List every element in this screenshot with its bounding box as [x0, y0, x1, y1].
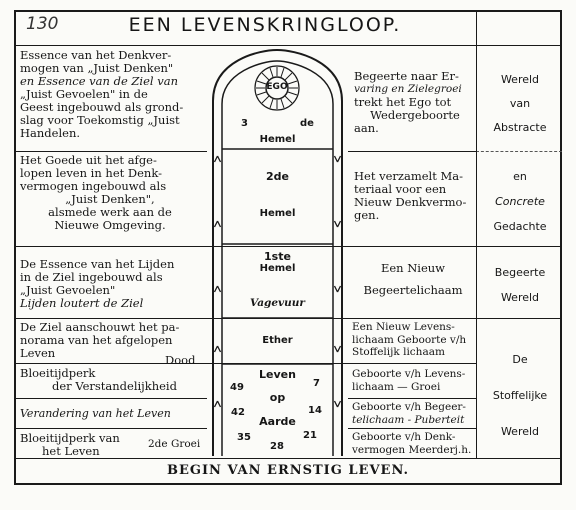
right-row-1-line: trekt het Ego tot [354, 95, 452, 109]
right-row-7-line: Geboorte v/h Denk- [352, 431, 456, 443]
right-row-3-line: Een Nieuw [380, 261, 446, 275]
row-divider [348, 151, 476, 152]
world-physical [478, 342, 562, 450]
heaven-2-number: 2de [266, 170, 289, 183]
row-divider [348, 398, 476, 399]
left-row-2-line: „Juist Denken", [65, 192, 155, 206]
left-row-2-line: Nieuwe Omgeving. [54, 218, 166, 232]
right-row-1 [354, 70, 476, 135]
left-row-1-line: Essence van het Denkver- [20, 48, 172, 62]
left-row-4-line: norama van het afgelopen [20, 333, 173, 347]
left-row-6: Verandering van het Leven [20, 407, 171, 420]
age-49: 49 [230, 382, 244, 393]
left-row-2 [20, 154, 200, 232]
left-row-7-line: Bloeitijdperk van [20, 431, 120, 445]
right-row-1-line: Begeerte naar Er- [354, 69, 459, 83]
footer-divider [14, 458, 562, 459]
left-row-5-line: Bloeitijdperk [20, 366, 96, 380]
left-row-3-line: in de Ziel ingebouwd als [20, 270, 163, 284]
life-label: Leven [259, 368, 296, 381]
heaven-3-number: 3 [241, 118, 248, 129]
right-row-6 [352, 401, 476, 426]
right-row-2-line: teriaal voor een [354, 182, 447, 196]
heaven-1-label: Hemel [259, 263, 296, 274]
left-row-7 [20, 432, 150, 458]
world-label: Abstracte [493, 121, 547, 134]
left-row-1-line: Handelen. [20, 126, 81, 140]
right-row-5-line: lichaam — Groei [352, 380, 441, 393]
world-label: Wereld [500, 291, 540, 304]
row-divider [14, 398, 207, 399]
row-divider [14, 428, 207, 429]
heaven-1-number: 1ste [264, 250, 291, 263]
right-row-2 [354, 170, 474, 222]
left-row-1-line: „Juist Gevoelen" in de [20, 87, 148, 101]
right-row-2-line: Het verzamelt Ma- [354, 169, 464, 183]
world-label: Wereld [500, 425, 540, 438]
left-row-4-line: De Ziel aanschouwt het pa- [20, 320, 180, 334]
age-42: 42 [231, 407, 245, 418]
world-label: Wereld [500, 73, 540, 86]
left-row-2-line: lopen leven in het Denk- [20, 166, 162, 180]
left-row-1-line: mogen van „Juist Denken" [20, 61, 174, 75]
left-row-5 [20, 367, 210, 393]
right-row-3-line: Begeertelichaam [363, 283, 463, 297]
left-row-1-line: slag voor Toekomstig „Juist [20, 113, 180, 127]
right-row-4 [352, 321, 476, 359]
left-row-1-line: en Essence van de Ziel van [20, 74, 178, 88]
on-label: op [269, 391, 286, 404]
right-row-6-line: Geboorte v/h Begeer- [352, 401, 466, 413]
right-row-7 [352, 431, 476, 456]
right-row-4-line: Stoffelijk lichaam [352, 346, 445, 358]
left-row-1 [20, 49, 208, 140]
world-abstract [478, 68, 562, 140]
right-row-2-line: Nieuw Denkvermo- [354, 195, 467, 209]
left-row-4-line: Leven [20, 346, 56, 360]
left-row-3-line: De Essence van het Lijden [20, 257, 175, 271]
right-row-1-line: varing en Zielegroei [354, 83, 462, 95]
world-label: De [512, 353, 528, 366]
page-number: 130 [26, 14, 59, 34]
second-growth-label: 2de Groei [148, 438, 201, 450]
world-desire [478, 260, 562, 310]
world-label: Gedachte [493, 220, 547, 233]
row-divider [14, 151, 207, 152]
diagram-footer: BEGIN VAN ERNSTIG LEVEN. [166, 463, 410, 478]
left-row-2-line: Het Goede uit het afge- [20, 153, 157, 167]
age-28: 28 [270, 441, 284, 452]
row-divider-dashed [476, 151, 562, 152]
left-row-3-line: Lijden loutert de Ziel [20, 296, 144, 310]
ego-label: EGO [266, 82, 288, 92]
heaven-2-label: Hemel [259, 208, 296, 219]
right-row-2-line: gen. [354, 208, 380, 222]
world-concrete [478, 164, 562, 239]
earth-label: Aarde [259, 415, 296, 428]
age-35: 35 [237, 432, 251, 443]
right-row-3 [350, 262, 476, 297]
heaven-3-label: Hemel [259, 134, 296, 145]
left-row-3 [20, 258, 205, 310]
right-row-5 [352, 368, 476, 393]
column-divider [476, 10, 477, 458]
world-label: en [513, 170, 527, 183]
heaven-3-suffix: de [300, 118, 314, 129]
right-row-1-line: aan. [354, 121, 379, 135]
left-row-2-line: alsmede werk aan de [48, 205, 172, 219]
left-row-7-line: het Leven [42, 444, 100, 458]
diagram-title: EEN LEVENSKRINGLOOP. [128, 14, 402, 36]
death-label: Dood [165, 353, 196, 367]
right-row-7-line: vermogen Meerderj.h. [352, 443, 472, 456]
age-14: 14 [308, 405, 322, 416]
left-row-5-line: der Verstandelijkheid [52, 379, 177, 393]
age-7: 7 [313, 378, 320, 389]
age-21: 21 [303, 430, 317, 441]
world-label: Concrete [495, 195, 545, 208]
left-row-1-line: Geest ingebouwd als grond- [20, 100, 184, 114]
ether-label: Ether [262, 335, 293, 346]
row-divider [348, 428, 476, 429]
right-row-4-line: lichaam Geboorte v/h [352, 333, 467, 346]
right-row-6-line: telichaam - Puberteit [352, 413, 465, 426]
purgatory-label: Vagevuur [250, 297, 305, 309]
world-label: van [509, 97, 531, 110]
world-label: Begeerte [494, 266, 546, 279]
right-row-5-line: Geboorte v/h Levens- [352, 368, 466, 380]
left-row-3-line: „Juist Gevoelen" [20, 283, 116, 297]
left-row-2-line: vermogen ingebouwd als [20, 179, 167, 193]
right-row-1-line: Wedergeboorte [370, 108, 460, 122]
world-label: Stoffelijke [492, 389, 548, 402]
right-row-4-line: Een Nieuw Levens- [352, 321, 455, 333]
